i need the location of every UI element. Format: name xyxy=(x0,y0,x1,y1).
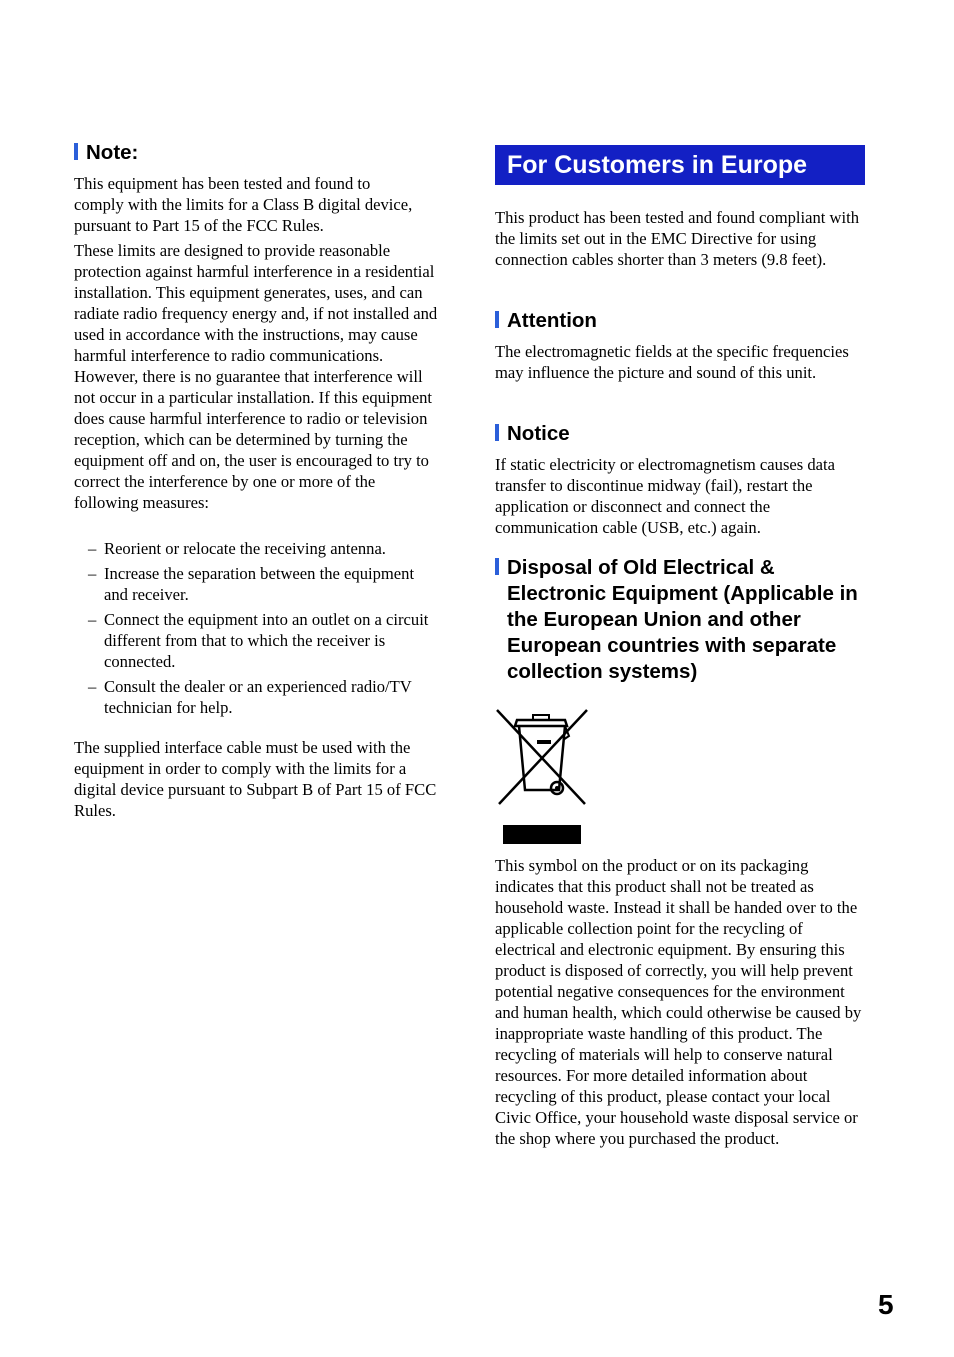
europe-banner: For Customers in Europe xyxy=(495,145,865,185)
cable-note-paragraph: The supplied interface cable must be used with the equipment in order to comply with the limits for a digital device pursuant to Subpart B of Part 15 of FCC Rules. xyxy=(74,738,437,820)
emc-paragraph: This product has been tested and found compliant with the limits set out in the EMC Directive for using connection cables shorter than 3 meters (9.8 feet). xyxy=(495,208,860,269)
measures-list xyxy=(74,538,442,722)
notice-heading: Notice xyxy=(495,421,865,447)
disposal-heading: Disposal of Old Electrical & Electronic Equipment (Applicable in the European Union and other European countries with separate collection systems) xyxy=(495,555,865,685)
note-heading: Note: xyxy=(74,140,442,166)
disposal-paragraph: This symbol on the product or on its packaging indicates that this product shall not be treated as household waste. Instead it shall be handed over to the applicable collection point for the recycling of electrical and electronic equipment. By ensuring this product is disposed of correctly, you will help prevent potential negative consequences for the environment and human health, which could otherwise be caused by inappropriate waste handling of this product. The recycling of materials will help to conserve natural resources. For more detailed information about recycling of this product, please contact your local Civic Office, your household waste disposal service or the shop where you purchased the product. xyxy=(495,856,862,1148)
note-paragraph-2: These limits are designed to provide reasonable protection against harmful interference in a residential installation. This equipment generates, uses, and can radiate radio frequency energy and, if not installed and used in accordance with the instructions, may cause harmful interference to radio communications. However, there is no guarantee that interference will not occur in a particular installation. If this equipment does cause harmful interference to radio or television reception, which can be determined by turning the equipment off and on, the user is encouraged to try to correct the interference by one or more of the following measures: xyxy=(74,241,438,512)
heading-marker xyxy=(495,424,499,441)
list-item: – Connect the equipment into an outlet on a circuit different from that to which the receiver is connected. xyxy=(88,610,429,671)
crossed-out-wheelie-bin-icon xyxy=(495,706,591,846)
heading-marker xyxy=(495,311,499,328)
heading-marker xyxy=(495,558,499,575)
note-paragraph-1: This equipment has been tested and found to comply with the limits for a Class B digital device, pursuant to Part 15 of the FCC Rules. xyxy=(74,174,413,235)
attention-paragraph: The electromagnetic fields at the specific frequencies may influence the picture and sound of this unit. xyxy=(495,342,849,382)
heading-marker xyxy=(74,143,78,160)
attention-heading: Attention xyxy=(495,308,865,334)
list-item: – Consult the dealer or an experienced radio/TV technician for help. xyxy=(88,677,412,717)
list-item: – Reorient or relocate the receiving antenna. xyxy=(88,539,386,558)
notice-paragraph: If static electricity or electromagnetism causes data transfer to discontinue midway (fail), restart the application or disconnect and connect the communication cable (USB, etc.) again. xyxy=(495,455,836,537)
list-item: – Increase the separation between the equipment and receiver. xyxy=(88,564,415,604)
page-number: 5 xyxy=(878,1289,894,1320)
